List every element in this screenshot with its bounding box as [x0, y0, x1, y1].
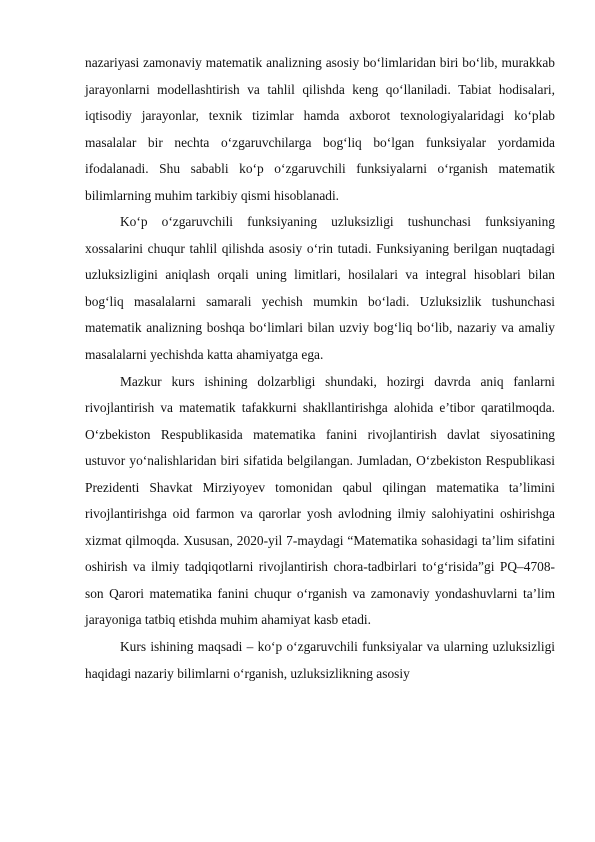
- paragraph-relevance: Mazkur kurs ishining dolzarbligi shundaki, hozirgi davrda aniq fanlarni rivojlantirish va matematik tafakkurni shakllantirishga alohida e’tibor qaratilmoqda. O‘zbekiston Respublikasida matematika fanini rivojlantirish davlat siyosatining ustuvor yo‘nalishlaridan biri sifatida belgilangan. Jumladan, O‘zbekiston Respublikasi Prezidenti Shavkat Mirziyoyev tomonidan qabul qilingan matematika ta’limini rivojlantirishga oid farmon va qarorlar yosh avlodning ilmiy salohiyatini oshirishga xizmat qilmoqda. Xususan, 2020-yil 7-maydagi “Matematika sohasidagi ta’lim sifatini oshirish va ilmiy tadqiqotlarni rivojlantirish chora-tadbirlari to‘g‘risida”gi PQ–4708-son Qarori matematika fanini chuqur o‘rganish va zamonaviy yondashuvlarni ta’lim jarayoniga tatbiq etishda muhim ahamiyat kasb etadi.: [85, 373, 555, 628]
- paragraph-intro-continued: nazariyasi zamonaviy matematik analizning asosiy bo‘limlaridan biri bo‘lib, murakkab jarayonlarni modellashtirish va tahlil qilishda keng qo‘llaniladi. Tabiat hodisalari, iqtisodiy jarayonlar, texnik tizimlar hamda axborot texnologiyalaridagi ko‘plab masalalar bir nechta o‘zgaruvchilarga bog‘liq bo‘lgan funksiyalar yordamida ifodalanadi. Shu sababli ko‘p o‘zgaruvchili funksiyalarni o‘rganish matematik bilimlarning muhim tarkibiy qismi hisoblanadi.: [85, 55, 555, 203]
- document-page: [85, 50, 555, 687]
- paragraph-course-goal: Kurs ishining maqsadi – ko‘p o‘zgaruvchili funksiyalar va ularning uzluksizligi haqidagi nazariy bilimlarni o‘rganish, uzluksizlikning asosiy: [85, 639, 555, 681]
- paragraph-continuity-concept: Ko‘p o‘zgaruvchili funksiyaning uzluksizligi tushunchasi funksiyaning xossalarini chuqur tahlil qilishda asosiy o‘rin tutadi. Funksiyaning berilgan nuqtadagi uzluksizligini aniqlash orqali uning limitlari, hosilalari va integral hisoblari bilan bog‘liq masalalarni samarali yechish mumkin bo‘ladi. Uzluksizlik tushunchasi matematik analizning boshqa bo‘limlari bilan uzviy bog‘liq bo‘lib, nazariy va amaliy masalalarni yechishda katta ahamiyatga ega.: [85, 214, 555, 363]
